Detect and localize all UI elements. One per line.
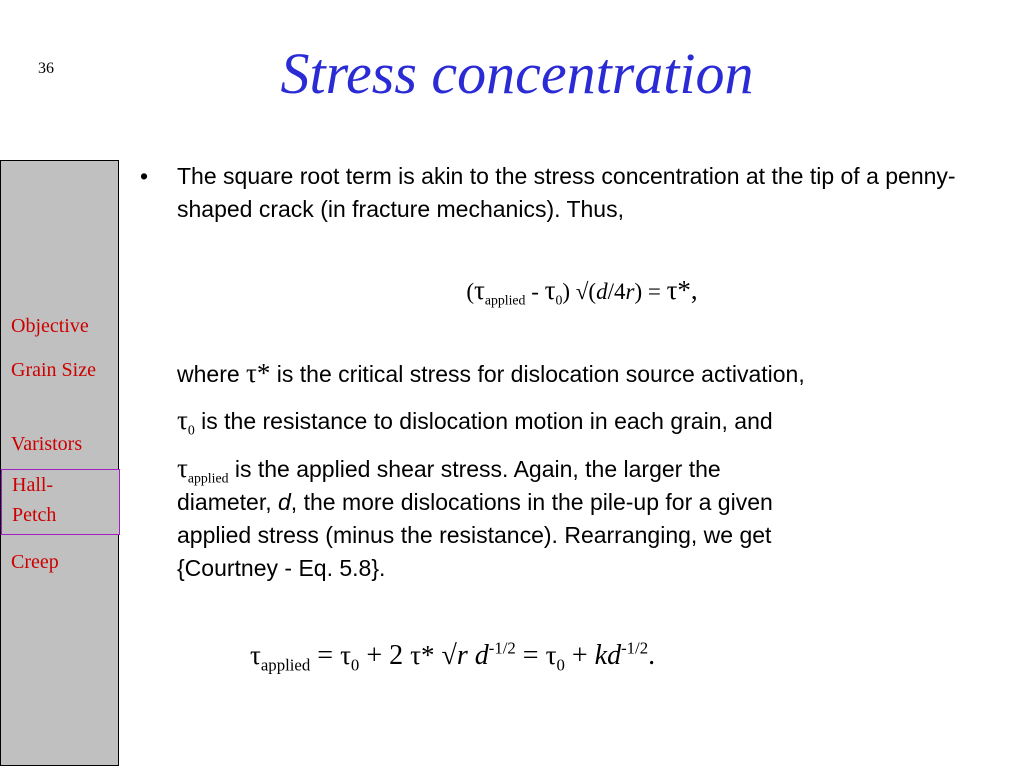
- applied-text2-prefix: diameter,: [177, 489, 278, 515]
- eq1-minus: -: [525, 279, 545, 304]
- where-suffix: is the critical stress for dislocation source activation,: [270, 361, 805, 387]
- where-prefix: where: [177, 361, 247, 387]
- slide-title: Stress concentration: [280, 41, 754, 106]
- eq1-tau-star: τ*,: [666, 275, 698, 305]
- eq2-plus-2: + 2: [359, 640, 411, 671]
- eq2-period: .: [648, 640, 656, 671]
- eq1-open: (: [466, 279, 474, 304]
- eq2-d: d: [467, 640, 489, 671]
- equation-stress-concentration: [140, 275, 1024, 306]
- eq2-tau-zero: τ: [340, 640, 351, 670]
- where-line: [177, 357, 977, 391]
- eq2-sub-zero: 0: [350, 655, 360, 675]
- eq2-sqrt: √: [434, 640, 457, 671]
- eq2-kd: kd: [594, 640, 622, 671]
- applied-sub: applied: [187, 470, 229, 486]
- eq1-equals: ) =: [634, 279, 667, 304]
- eq2-equals-1: =: [310, 640, 341, 671]
- sidebar-item-grain-size[interactable]: [1, 355, 101, 385]
- sidebar-item-varistors[interactable]: [1, 429, 120, 459]
- eq2-sub-zero-2: 0: [556, 655, 565, 675]
- eq1-sub-applied: applied: [484, 292, 526, 308]
- eq2-tau-applied: τ: [250, 640, 261, 670]
- sidebar-item-label: Grain Size: [11, 359, 96, 381]
- applied-line-4: {Courtney - Eq. 5.8}.: [177, 555, 386, 581]
- sidebar-item-creep[interactable]: [1, 547, 120, 577]
- equation-hall-petch: [250, 638, 656, 675]
- sidebar-item-label: Creep: [11, 551, 59, 573]
- eq1-tau: τ: [473, 275, 485, 305]
- eq2-r: r: [456, 640, 468, 671]
- eq1-d: d: [596, 279, 608, 304]
- eq2-exp-2: -1/2: [621, 638, 649, 658]
- applied-line-2: [177, 486, 977, 519]
- applied-text2-suffix: , the more dislocations in the pile-up for a given: [290, 489, 773, 515]
- eq1-sqrt: ) √(: [562, 279, 597, 304]
- sidebar-item-label: Hall-Petch: [12, 474, 57, 526]
- tau0-sub: 0: [187, 422, 195, 438]
- sidebar-item-label: Objective: [11, 315, 89, 337]
- sidebar-item-objective[interactable]: [1, 311, 120, 341]
- sidebar-item-label: Varistors: [11, 433, 83, 455]
- applied-text1: is the applied shear stress. Again, the larger the: [228, 456, 721, 482]
- eq1-slash4: /4: [607, 279, 626, 304]
- eq2-tau-star: τ*: [410, 640, 435, 670]
- eq2-exp-1: -1/2: [488, 638, 516, 658]
- where-tau-star: τ*: [246, 358, 271, 388]
- tau0-text: is the resistance to dislocation motion in each grain, and: [194, 408, 773, 434]
- applied-line-3: applied stress (minus the resistance). Rearranging, we get: [177, 522, 772, 548]
- eq2-sub-applied: applied: [260, 655, 311, 675]
- slide-number: 36: [38, 60, 54, 77]
- eq2-plus: +: [564, 640, 595, 671]
- bullet-dot-icon: •: [140, 163, 149, 189]
- applied-d: d: [278, 489, 291, 515]
- applied-tau: τ: [177, 453, 188, 483]
- sidebar-nav: [0, 160, 119, 766]
- eq1-tau-zero: τ: [544, 275, 556, 305]
- eq1-r: r: [625, 279, 635, 304]
- eq2-tau-zero-2: τ: [545, 640, 557, 670]
- tau0-line: [177, 404, 977, 438]
- bullet-text: The square root term is akin to the stress concentration at the tip of a penny-shaped crack (in fracture mechanics). Thus,: [177, 163, 956, 222]
- applied-paragraph: [177, 452, 977, 585]
- eq2-equals-2: =: [515, 640, 546, 671]
- applied-line-1: [177, 452, 977, 486]
- eq1-sub-zero: 0: [555, 292, 563, 308]
- tau0-symbol: τ: [177, 405, 188, 435]
- sidebar-item-hall-petch[interactable]: [1, 469, 120, 535]
